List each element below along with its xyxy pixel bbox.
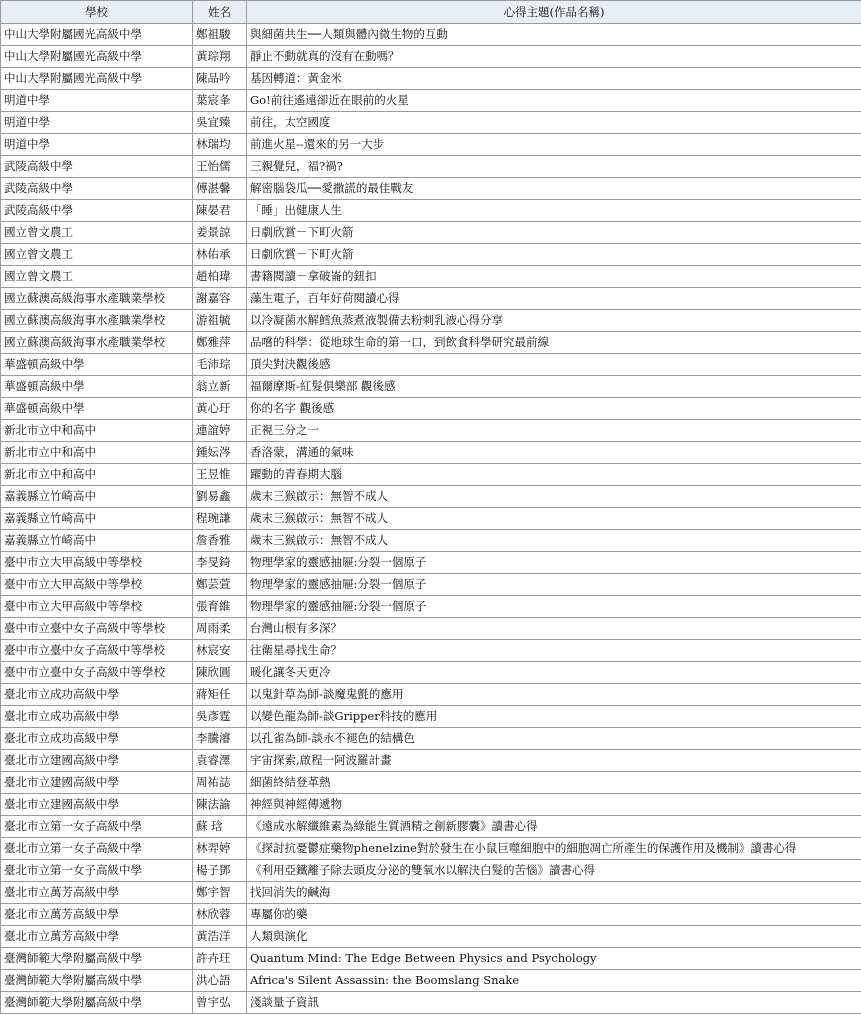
table-row bbox=[1, 90, 861, 112]
school-cell: 新北市立中和高中 bbox=[1, 420, 193, 442]
topic-cell: 與細菌共生──人類與體內微生物的互動 bbox=[247, 24, 861, 46]
table-row bbox=[1, 266, 861, 288]
topic-cell: 暖化讓冬天更冷 bbox=[247, 662, 861, 684]
topic-cell: 以鬼針草為師-談魔鬼氈的應用 bbox=[247, 684, 861, 706]
table-row bbox=[1, 156, 861, 178]
name-cell: 李騰濬 bbox=[193, 728, 247, 750]
table-row bbox=[1, 244, 861, 266]
topic-cell: 物理學家的靈感抽屜:分裂一個原子 bbox=[247, 552, 861, 574]
school-cell: 臺中市立大甲高級中等學校 bbox=[1, 596, 193, 618]
table-row bbox=[1, 134, 861, 156]
name-cell: 吳彥霆 bbox=[193, 706, 247, 728]
school-cell: 臺北市立第一女子高級中學 bbox=[1, 816, 193, 838]
name-cell: 詹香雅 bbox=[193, 530, 247, 552]
name-cell: 黃心玗 bbox=[193, 398, 247, 420]
school-cell: 嘉義縣立竹崎高中 bbox=[1, 508, 193, 530]
topic-cell: 香洛蒙，溝通的氣味 bbox=[247, 442, 861, 464]
name-cell: 張育維 bbox=[193, 596, 247, 618]
topic-cell: 書籍閱讀－拿破崙的鈕扣 bbox=[247, 266, 861, 288]
topic-cell: 神經與神經傳遞物 bbox=[247, 794, 861, 816]
topic-cell: 台灣山根有多深？ bbox=[247, 618, 861, 640]
school-cell: 臺北市立建國高級中學 bbox=[1, 794, 193, 816]
name-cell: 洪心語 bbox=[193, 970, 247, 992]
name-cell: 李旻錡 bbox=[193, 552, 247, 574]
table-row bbox=[1, 662, 861, 684]
name-cell: 葉宸夆 bbox=[193, 90, 247, 112]
table-row bbox=[1, 838, 861, 860]
name-cell: 蔣矩任 bbox=[193, 684, 247, 706]
name-cell: 袁睿澤 bbox=[193, 750, 247, 772]
name-cell: 謝嘉容 bbox=[193, 288, 247, 310]
school-cell: 明道中學 bbox=[1, 90, 193, 112]
topic-cell: 人類與演化 bbox=[247, 926, 861, 948]
name-cell: 姜景諒 bbox=[193, 222, 247, 244]
name-cell: 鄭雅萍 bbox=[193, 332, 247, 354]
topic-cell: 以孔雀為師-談永不褪色的結構色 bbox=[247, 728, 861, 750]
school-cell: 嘉義縣立竹崎高中 bbox=[1, 530, 193, 552]
name-cell: 翁立新 bbox=[193, 376, 247, 398]
name-cell: 蘇 琀 bbox=[193, 816, 247, 838]
table-row bbox=[1, 992, 861, 1014]
name-cell: 鄭宇智 bbox=[193, 882, 247, 904]
topic-cell: 淺談量子資訊 bbox=[247, 992, 861, 1014]
school-cell: 華盛頓高級中學 bbox=[1, 398, 193, 420]
table-body bbox=[1, 24, 861, 1014]
name-cell: 陳晏君 bbox=[193, 200, 247, 222]
table-row bbox=[1, 354, 861, 376]
school-cell: 臺北市立建國高級中學 bbox=[1, 750, 193, 772]
school-cell: 武陵高級中學 bbox=[1, 178, 193, 200]
school-cell: 臺中市立臺中女子高級中等學校 bbox=[1, 662, 193, 684]
topic-cell: 以變色龍為師-談Gripper科技的應用 bbox=[247, 706, 861, 728]
school-cell: 明道中學 bbox=[1, 134, 193, 156]
topic-cell: 正視三分之一 bbox=[247, 420, 861, 442]
topic-cell: 藻生電子，百年好荷閱讀心得 bbox=[247, 288, 861, 310]
table-row bbox=[1, 970, 861, 992]
topic-column-header: 心得主題(作品名稱) bbox=[247, 1, 861, 24]
topic-cell: 細菌終結登革熱 bbox=[247, 772, 861, 794]
name-cell: 黃琮翔 bbox=[193, 46, 247, 68]
school-cell: 國立曾文農工 bbox=[1, 266, 193, 288]
table-row bbox=[1, 684, 861, 706]
topic-cell: 《遠成水解纖維素為綠能生質酒精之創新膠囊》讀書心得 bbox=[247, 816, 861, 838]
school-cell: 華盛頓高級中學 bbox=[1, 376, 193, 398]
topic-cell: 找回消失的鹹海 bbox=[247, 882, 861, 904]
table-row bbox=[1, 530, 861, 552]
school-cell: 國立蘇澳高級海事水產職業學校 bbox=[1, 332, 193, 354]
topic-cell: 解密腦袋瓜──愛撒謊的最佳戰友 bbox=[247, 178, 861, 200]
school-cell: 明道中學 bbox=[1, 112, 193, 134]
table-row bbox=[1, 816, 861, 838]
table-row bbox=[1, 398, 861, 420]
name-cell: 鄭祖駿 bbox=[193, 24, 247, 46]
table-row bbox=[1, 24, 861, 46]
name-cell: 傅湛馨 bbox=[193, 178, 247, 200]
school-cell: 臺北市立萬芳高級中學 bbox=[1, 882, 193, 904]
table-row bbox=[1, 728, 861, 750]
name-cell: 鄭芸萱 bbox=[193, 574, 247, 596]
school-cell: 臺灣師範大學附屬高級中學 bbox=[1, 948, 193, 970]
table-row bbox=[1, 926, 861, 948]
table-row bbox=[1, 486, 861, 508]
school-cell: 中山大學附屬國光高級中學 bbox=[1, 68, 193, 90]
name-column-header: 姓名 bbox=[193, 1, 247, 24]
name-cell: 林羿婷 bbox=[193, 838, 247, 860]
table-row bbox=[1, 46, 861, 68]
school-cell: 武陵高級中學 bbox=[1, 156, 193, 178]
school-cell: 國立蘇澳高級海事水產職業學校 bbox=[1, 310, 193, 332]
name-cell: 趙柏瑋 bbox=[193, 266, 247, 288]
school-cell: 臺北市立第一女子高級中學 bbox=[1, 860, 193, 882]
school-cell: 臺北市立成功高級中學 bbox=[1, 728, 193, 750]
school-cell: 臺灣師範大學附屬高級中學 bbox=[1, 970, 193, 992]
table-row bbox=[1, 288, 861, 310]
table-row bbox=[1, 706, 861, 728]
topic-cell: 三親覺兒，福?禍? bbox=[247, 156, 861, 178]
school-cell: 臺中市立臺中女子高級中等學校 bbox=[1, 618, 193, 640]
name-cell: 林佑承 bbox=[193, 244, 247, 266]
table-row bbox=[1, 464, 861, 486]
name-cell: 吳宜臻 bbox=[193, 112, 247, 134]
topic-cell: 日劇欣賞－下町火箭 bbox=[247, 222, 861, 244]
table-row bbox=[1, 574, 861, 596]
school-column-header: 學校 bbox=[1, 1, 193, 24]
name-cell: 林欣蓉 bbox=[193, 904, 247, 926]
topic-cell: Quantum Mind: The Edge Between Physics and Psychology bbox=[247, 948, 861, 970]
table-row bbox=[1, 332, 861, 354]
name-cell: 楊子鄧 bbox=[193, 860, 247, 882]
name-cell: 周祐誌 bbox=[193, 772, 247, 794]
topic-cell: 你的名字 觀後感 bbox=[247, 398, 861, 420]
topic-cell: 歲末三猴啟示：無智不成人 bbox=[247, 486, 861, 508]
topic-cell: 往衛星尋找生命？ bbox=[247, 640, 861, 662]
school-cell: 臺中市立臺中女子高級中等學校 bbox=[1, 640, 193, 662]
name-cell: 許卉玨 bbox=[193, 948, 247, 970]
school-cell: 臺北市立建國高級中學 bbox=[1, 772, 193, 794]
table-row bbox=[1, 882, 861, 904]
header-row bbox=[1, 1, 861, 24]
table-row bbox=[1, 420, 861, 442]
table-row bbox=[1, 200, 861, 222]
table-row bbox=[1, 640, 861, 662]
table-row bbox=[1, 552, 861, 574]
school-cell: 臺北市立萬芳高級中學 bbox=[1, 926, 193, 948]
topic-cell: 歲末三猴啟示：無智不成人 bbox=[247, 508, 861, 530]
name-cell: 劉易鑫 bbox=[193, 486, 247, 508]
school-cell: 華盛頓高級中學 bbox=[1, 354, 193, 376]
table-row bbox=[1, 508, 861, 530]
table-row bbox=[1, 442, 861, 464]
name-cell: 黃浩洋 bbox=[193, 926, 247, 948]
table-row bbox=[1, 310, 861, 332]
school-cell: 臺北市立成功高級中學 bbox=[1, 706, 193, 728]
name-cell: 王怡儒 bbox=[193, 156, 247, 178]
topic-cell: 品嚐的科學：從地球生命的第一口，到飲食科學研究最前線 bbox=[247, 332, 861, 354]
name-cell: 林瑞均 bbox=[193, 134, 247, 156]
school-cell: 臺北市立萬芳高級中學 bbox=[1, 904, 193, 926]
topic-cell: 基因轉道：黃金米 bbox=[247, 68, 861, 90]
topic-cell: 福爾摩斯-紅髮俱樂部 觀後感 bbox=[247, 376, 861, 398]
name-cell: 陳品吟 bbox=[193, 68, 247, 90]
school-cell: 國立曾文農工 bbox=[1, 244, 193, 266]
name-cell: 林宸安 bbox=[193, 640, 247, 662]
school-cell: 臺中市立大甲高級中等學校 bbox=[1, 552, 193, 574]
name-cell: 鍾妘涔 bbox=[193, 442, 247, 464]
school-cell: 新北市立中和高中 bbox=[1, 464, 193, 486]
school-cell: 武陵高級中學 bbox=[1, 200, 193, 222]
topic-cell: 前進火星--還來的另一大步 bbox=[247, 134, 861, 156]
school-cell: 嘉義縣立竹崎高中 bbox=[1, 486, 193, 508]
school-cell: 國立蘇澳高級海事水產職業學校 bbox=[1, 288, 193, 310]
school-cell: 臺北市立成功高級中學 bbox=[1, 684, 193, 706]
table-row bbox=[1, 112, 861, 134]
table-row bbox=[1, 618, 861, 640]
name-cell: 連誼婷 bbox=[193, 420, 247, 442]
topic-cell: 日劇欣賞－下町火箭 bbox=[247, 244, 861, 266]
name-cell: 周雨柔 bbox=[193, 618, 247, 640]
school-cell: 新北市立中和高中 bbox=[1, 442, 193, 464]
topic-cell: 物理學家的靈感抽屜:分裂一個原子 bbox=[247, 596, 861, 618]
topic-cell: 專屬你的藥 bbox=[247, 904, 861, 926]
table-row bbox=[1, 222, 861, 244]
table-row bbox=[1, 948, 861, 970]
table-row bbox=[1, 794, 861, 816]
name-cell: 陳欣圓 bbox=[193, 662, 247, 684]
topic-cell: 宇宙探索,啟程一阿波羅計畫 bbox=[247, 750, 861, 772]
table-row bbox=[1, 772, 861, 794]
topic-cell: 頂尖對決觀後感 bbox=[247, 354, 861, 376]
name-cell: 程琬謙 bbox=[193, 508, 247, 530]
topic-cell: 以冷凝菌水解鱈魚蒸煮液製備去粉刺乳液心得分享 bbox=[247, 310, 861, 332]
topic-cell: Africa's Silent Assassin: the Boomslang Snake bbox=[247, 970, 861, 992]
school-cell: 中山大學附屬國光高級中學 bbox=[1, 46, 193, 68]
table-row bbox=[1, 860, 861, 882]
table-row bbox=[1, 904, 861, 926]
table-row bbox=[1, 750, 861, 772]
topic-cell: 歲末三猴啟示：無智不成人 bbox=[247, 530, 861, 552]
school-cell: 中山大學附屬國光高級中學 bbox=[1, 24, 193, 46]
school-cell: 臺北市立第一女子高級中學 bbox=[1, 838, 193, 860]
topic-cell: 物理學家的靈感抽屜:分裂一個原子 bbox=[247, 574, 861, 596]
name-cell: 曾宇弘 bbox=[193, 992, 247, 1014]
name-cell: 游祖毓 bbox=[193, 310, 247, 332]
table-row bbox=[1, 376, 861, 398]
school-cell: 臺中市立大甲高級中等學校 bbox=[1, 574, 193, 596]
name-cell: 王昱惟 bbox=[193, 464, 247, 486]
topic-cell: 《利用亞鐵離子除去頭皮分泌的雙氧水以解決白髮的苦惱》讀書心得 bbox=[247, 860, 861, 882]
topic-cell: 《探討抗憂鬱症藥物phenelzine對於發生在小鼠巨噬細胞中的細胞凋亡所產生的保護作用及機制》讀書心得 bbox=[247, 838, 861, 860]
table-row bbox=[1, 68, 861, 90]
school-cell: 臺灣師範大學附屬高級中學 bbox=[1, 992, 193, 1014]
topic-cell: 靜止不動就真的沒有在動嗎？ bbox=[247, 46, 861, 68]
topic-cell: 躍動的青春期大腦 bbox=[247, 464, 861, 486]
topic-cell: Go!前往遙遠卻近在眼前的火星 bbox=[247, 90, 861, 112]
table-row bbox=[1, 178, 861, 200]
topic-cell: 「睡」出健康人生 bbox=[247, 200, 861, 222]
table-row bbox=[1, 596, 861, 618]
topic-cell: 前往，太空國度 bbox=[247, 112, 861, 134]
name-cell: 陳法諭 bbox=[193, 794, 247, 816]
name-cell: 毛沛琮 bbox=[193, 354, 247, 376]
school-cell: 國立曾文農工 bbox=[1, 222, 193, 244]
